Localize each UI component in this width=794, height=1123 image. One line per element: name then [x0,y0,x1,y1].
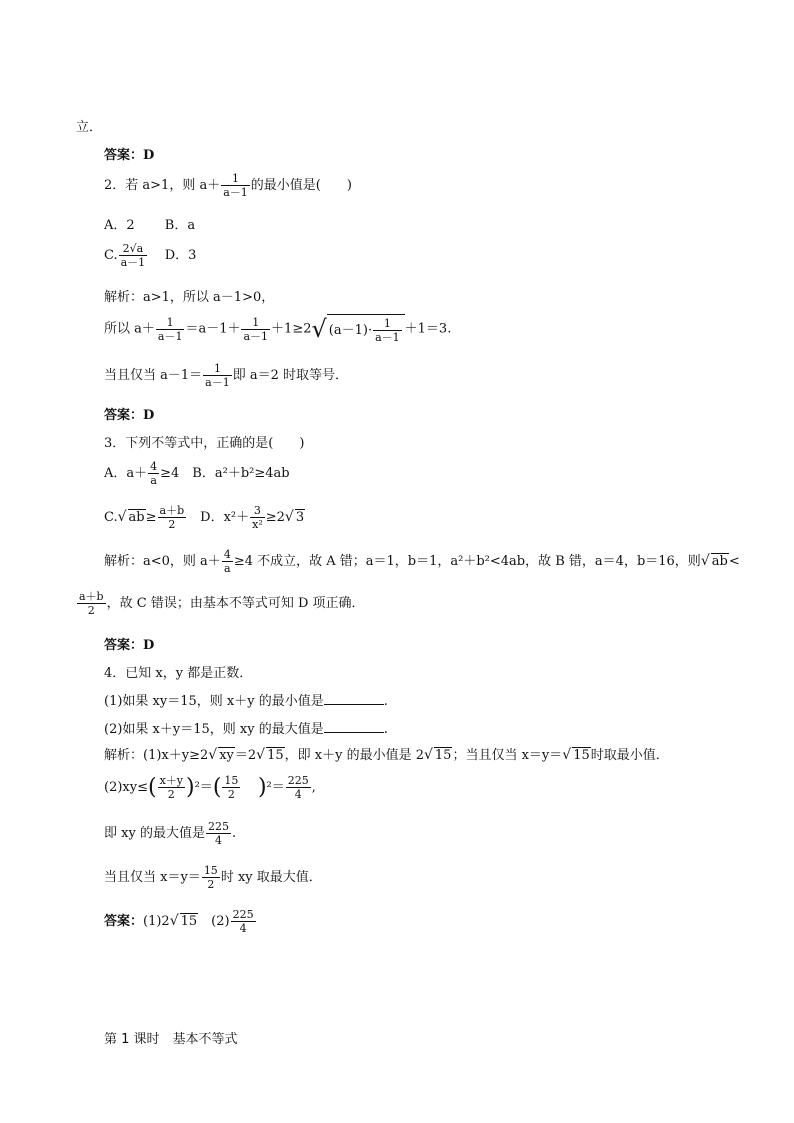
answer-blank [324,692,384,705]
q2-solution-2: 所以 a＋ $\frac{1}{a-1}$ ＝a－1＋ $\frac{1}{a-1}$ ＋1≥2√ (a－1)· $\frac{1}{a-1}$ ＋1＝3. [104,315,452,344]
q4-solution-2: (2)xy≤( $\frac{x+y}{2}$ )²＝( $\frac{15}{2}$ )²＝ $\frac{225}{4}$ , [104,774,316,801]
q4-solution-4: 当且仅当 x＝y＝ $\frac{15}{2}$ 时 xy 取最大值． [104,864,322,891]
q3-options-cd: C.√ ab≥ $\frac{a+b}{2}$ D．x²＋ $\frac{3}{\text{x²}}$ ≥2√ 3 [104,504,305,531]
q4-solution-3: 即 xy 的最大值是 $\frac{225}{4}$ . [104,820,237,847]
question-4-part-2: (2)如果 x＋y＝15，则 xy 的最大值是 . [104,722,388,737]
question-4: 4．已知 x，y 都是正数． [104,666,253,681]
answer-q4: 答案：(1)2√ 15 (2) $\frac{225}{4}$ [104,908,254,935]
q2-options-cd: C. $\frac{2√a}{a-1}$ D．3 [104,242,197,269]
q3-solution-1: 解析：a<0，则 a＋ $\frac{4}{a}$ ≥4 不成立，故 A 错；a＝1，b＝1，a²＋b²<4ab，故 B 错，a＝4，b＝16，则√ ab< [104,548,740,575]
q4-solution-1: 解析：(1)x＋y≥2√ xy＝2√ 15，即 x＋y 的最小值是 2√ 15；当且仅当 x＝y＝√ 15时取最小值． [104,747,669,763]
answer-blank [324,720,384,733]
q3-solution-2: $\frac{a+b}{2}$ ，故 C 错误；由基本不等式可知 D 项正确． [79,590,365,617]
question-4-part-1: (1)如果 xy＝15，则 x＋y 的最小值是 . [104,694,388,709]
question-2: 2．若 a>1，则 a＋ $\frac{1}{a-1}$ 的最小值是( ) [104,172,352,199]
q2-solution-3: 当且仅当 a－1＝ $\frac{1}{a-1}$ 即 a＝2 时取等号． [104,362,349,389]
text-line: 立． [76,120,103,135]
answer-q1: 答案：D [104,148,155,163]
question-3: 3．下列不等式中，正确的是( ) [104,436,305,451]
q2-options-ab: A．2 B．a [104,218,196,233]
q2-solution-1: 解析：a>1，所以 a－1>0， [104,290,275,305]
answer-q2: 答案：D [104,408,155,423]
q3-options-ab: A．a＋ $\frac{4}{a}$ ≥4 B．a²＋b²≥4ab [104,460,290,487]
answer-q3: 答案：D [104,638,155,653]
page-footer: 第 1 课时 基本不等式 [104,1032,238,1047]
